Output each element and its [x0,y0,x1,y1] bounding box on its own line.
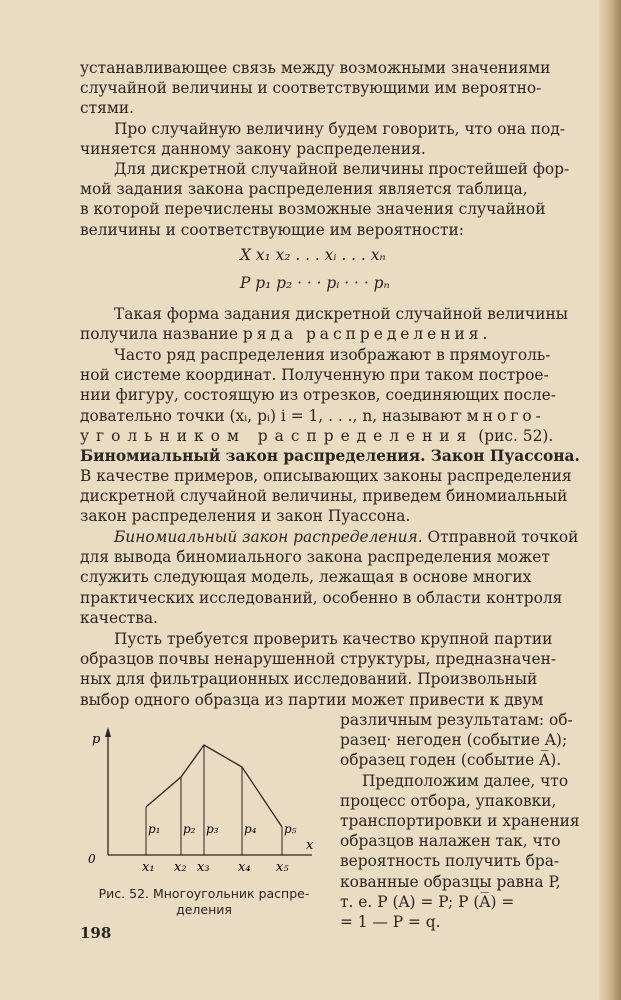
text-line [80,406,596,426]
paragraph-5 [80,345,596,446]
text-span: Отправной точкой [422,528,579,546]
paragraph-2 [80,119,596,159]
text-line: разец· негоден (событие A); [340,731,568,750]
p-label-5: p₅ [284,822,297,836]
text-line: закон распределения и закон Пуассона. [80,507,411,526]
p-label-3: p₃ [206,822,219,836]
text-span: довательно точки (xᵢ, pᵢ) i = 1, . . ., n, называют [80,406,462,425]
spaced-term: много- [466,406,545,425]
text-line: ной системе координат. Полученную при таком построе- [80,366,549,385]
figure-caption: Рис. 52. Многоугольник распре-деления [98,886,310,917]
text-line: в которой перечислены возможные значения случайной [80,200,546,219]
text-line: Такая форма задания дискретной случайной величины [114,305,568,323]
text-line: В качестве примеров, описывающих законы распределения [80,467,572,485]
page-number: 198 [80,924,112,942]
spaced-term: угольником распределения [80,426,474,445]
x-tick-3: x₃ [197,860,210,875]
text-span: получила название [80,325,238,344]
text-line: ных для фильтрационных исследований. Произвольный [80,670,538,689]
text-line [80,324,596,344]
y-axis-label: p [92,732,101,747]
text-line: стями. [80,99,134,118]
paragraph-1 [80,58,596,119]
wrapped-text-column [340,710,598,932]
text-line: практических исследований, особенно в области контроля [80,588,563,607]
x-tick-5: x₅ [276,860,289,875]
text-line: процесс отбора, упаковки, [340,791,557,810]
distribution-polygon-figure [80,725,330,880]
text-line: устанавливающее связь между возможными значениями [80,59,551,77]
text-line [80,527,596,547]
text-line: Пусть требуется проверить качество крупной партии [114,630,553,648]
formula-x-row: X x₁ x₂ . . . xᵢ . . . xₙ [240,246,386,264]
text-line: Предположим далее, что [362,771,569,790]
p-label-1: p₁ [148,822,161,836]
paragraph-3 [80,159,596,240]
text-line: т. е. P (A) = P; P (A̅) = [340,892,515,911]
text-line: кованные образцы равна P, [340,872,561,891]
text-line [80,426,596,446]
heading-text: Биномиальный закон распределения. Закон Пуассона. [80,447,580,465]
x-tick-2: x₂ [174,860,187,875]
text-line: мой задания закона распределения является таблица, [80,180,528,199]
text-line: нии фигуру, состоящую из отрезков, соединяющих после- [80,386,556,405]
italic-term: Биномиальный закон распределения. [114,528,423,546]
x-tick-4: x₄ [238,860,251,875]
spaced-term: ряда распределения. [242,325,492,344]
p-label-4: p₄ [244,822,257,836]
text-line: образцов почвы ненарушенной структуры, предназначен- [80,650,557,669]
text-line: для вывода биномиального закона распределения может [80,548,550,567]
paragraph-7 [80,527,596,628]
text-line: = 1 — P = q. [340,913,441,932]
origin-label: 0 [88,852,96,866]
section-heading [80,446,596,466]
paragraph-8 [80,629,596,710]
text-line: различным результатам: об- [340,711,573,729]
text-line: чиняется данному закону распределения. [80,140,426,159]
polygon-line [146,745,282,827]
text-line: образец годен (событие A̅). [340,751,562,770]
paragraph-6 [80,466,596,527]
y-axis-arrow [105,727,111,737]
x-tick-1: x₁ [142,860,155,875]
paragraph-4 [80,304,596,344]
text-line: величины и соответствующие им вероятности: [80,220,464,239]
text-line: выбор одного образца из партии может привести к двум [80,690,544,709]
text-line: Часто ряд распределения изображают в прямоуголь- [114,346,551,364]
text-line: Для дискретной случайной величины простейшей фор- [114,160,570,178]
text-line: дискретной случайной величины, приведем биномиальный [80,487,568,506]
text-line: качества. [80,608,158,627]
text-line: образцов налажен так, что [340,832,561,851]
text-line: вероятность получить бра- [340,852,560,871]
page-edge [599,0,621,1000]
text-line: случайной величины и соответствующими им вероятно- [80,79,542,98]
text-span: (рис. 52). [478,426,554,445]
text-line: транспортировки и хранения [340,812,580,831]
p-label-2: p₂ [183,822,196,836]
formula-p-row: P p₁ p₂ · · · pᵢ · · · pₙ [240,274,390,292]
x-axis-label: x [306,838,314,853]
text-line: служить следующая модель, лежащая в основе многих [80,568,532,587]
text-line: Про случайную величину будем говорить, что она под- [114,120,566,138]
